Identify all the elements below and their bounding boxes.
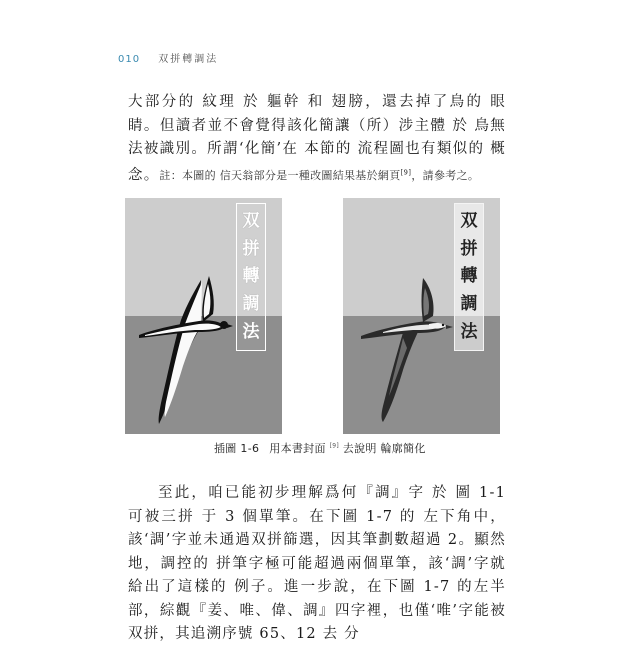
stamp-char: 双 — [242, 211, 260, 232]
book-title: 双拼轉調法 — [158, 54, 219, 65]
stamp-char: 轉 — [242, 266, 260, 287]
figure-caption — [214, 440, 426, 456]
running-header — [118, 50, 218, 65]
note-ref: [9] — [400, 168, 412, 177]
caption-ref: [9] — [329, 442, 339, 450]
figure-simplified — [125, 198, 282, 434]
note-text: 註：本圖的 信天翁部分是一種改圖結果基於網頁 — [159, 169, 401, 183]
paragraph-intro — [128, 91, 506, 188]
caption-text-2: 去說明 輪廓簡化 — [342, 442, 426, 455]
stamp-char: 法 — [460, 321, 478, 342]
caption-text: 用本書封面 — [269, 442, 326, 455]
paragraph-body — [128, 482, 506, 647]
stamp-char: 法 — [242, 321, 260, 342]
paragraph-body-text: 至此，咱已能初步理解爲何『調』字 於 圖 1-1 可被三拼 于 3 個單筆。在下圖 1-7 的 左下角中，該‘調’字並未通過双拼篩選，因其筆劃數超過 2。顯然地，調控的 拼筆字極可能超過兩個單筆，該‘調’字就給出了這樣的 例子。進一步說，在下圖 1-7 的左半部，綜觀『姜、唯、偉、調』四字裡，也僅‘唯’字能被双拼，其追溯序號 65、12 去 分 — [128, 485, 506, 642]
stamp-char: 拼 — [460, 238, 478, 259]
stamp-char: 拼 — [242, 238, 260, 259]
title-stamp-white — [236, 203, 266, 351]
title-stamp-dark — [454, 203, 484, 351]
footnote-inline — [159, 169, 479, 182]
caption-number: 插圖 1-6 — [214, 442, 260, 455]
paragraph-intro-text: 大部分的 紋理 於 軀幹 和 翅膀，還去掉了鳥的 眼睛。但讀者並不會覺得該化簡讓（所）涉主體 於 鳥無法被識別。所謂‘化簡’在 本節的 流程圖也有類似的 概念。 — [128, 94, 506, 184]
figure-original — [343, 198, 500, 434]
stamp-char: 轉 — [460, 266, 478, 287]
page-number: 010 — [118, 54, 141, 65]
stamp-char: 調 — [460, 294, 478, 315]
stamp-char: 調 — [242, 294, 260, 315]
note-end: ，請參考之。 — [411, 169, 480, 183]
stamp-char: 双 — [460, 211, 478, 232]
